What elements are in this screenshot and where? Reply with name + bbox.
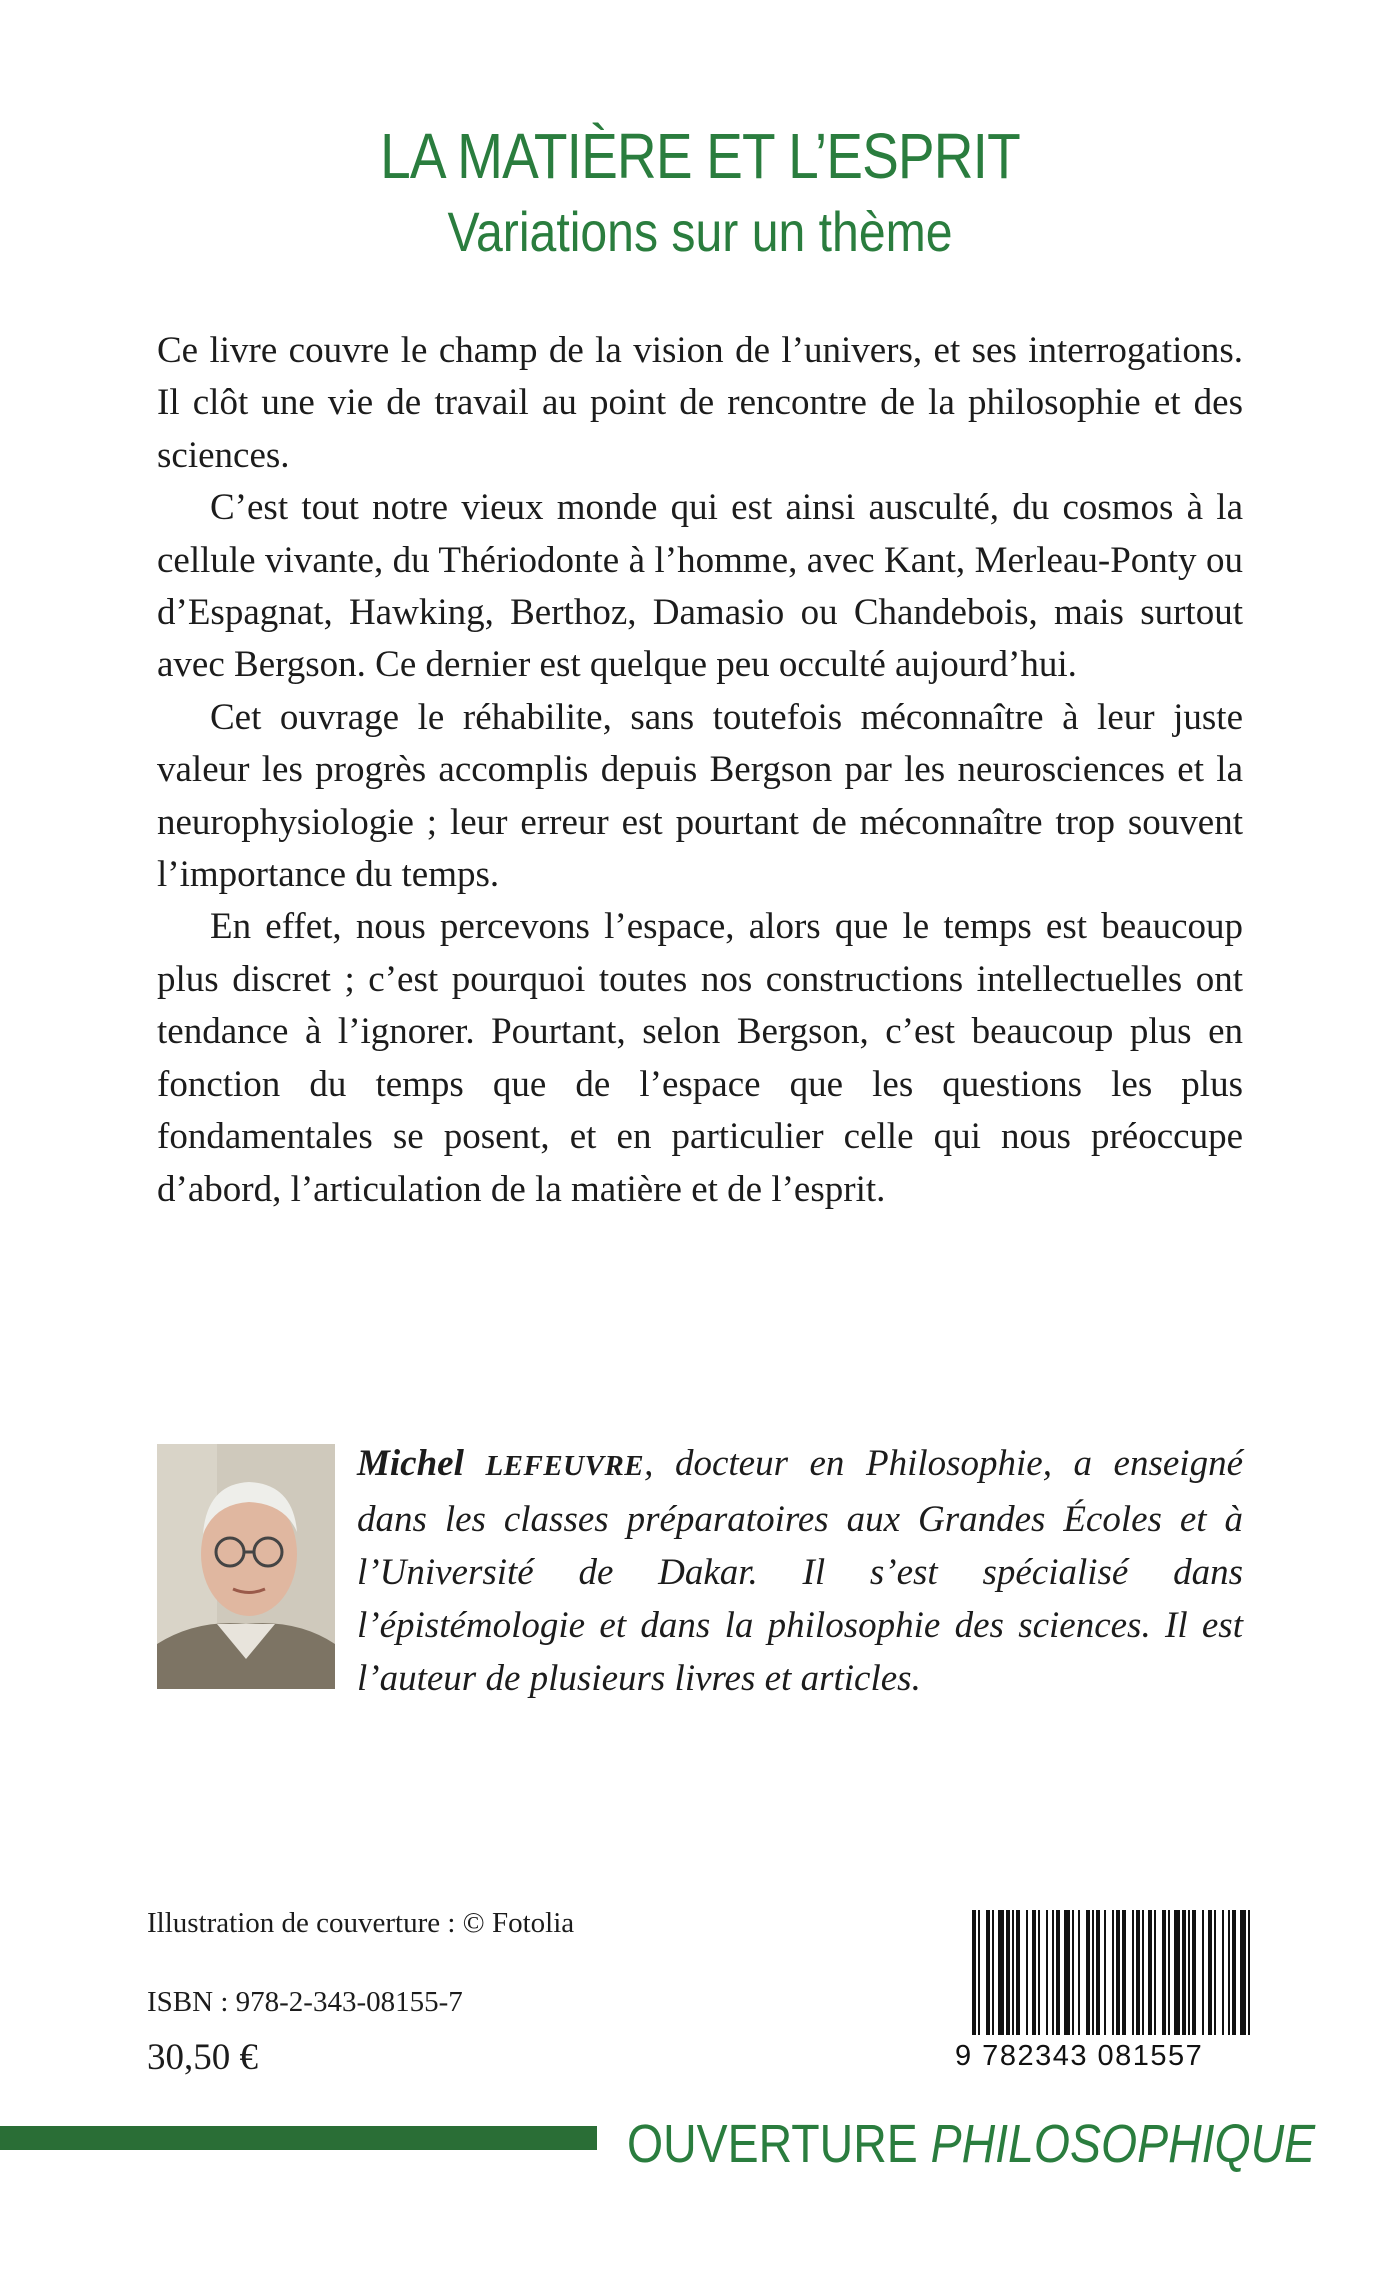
barcode-bar [1188,1910,1190,2035]
barcode-bar [1182,1910,1186,2035]
barcode-bar [1052,1910,1054,2035]
barcode-bar [1026,1910,1028,2035]
author-photo [157,1444,335,1689]
barcode-bar [1006,1910,1010,2035]
collection-italic: PHILOSOPHIQUE [930,2114,1316,2174]
author-first-name: Michel [357,1443,464,1484]
barcode-digits: 9 782343 081557 [955,2040,1204,2072]
barcode-bar [1192,1910,1196,2035]
blurb [157,325,1243,1216]
barcode-bar [1240,1910,1246,2035]
author-name [357,1443,644,1484]
book-subtitle: Variations sur un thème [447,200,953,263]
blurb-paragraph-4: En effet, nous percevons l’espace, alors que le temps est beaucoup plus discret ; c’est pourquoi toutes nos constructions intellectuelles ont tendance à l’ignorer. Pourtant, selon Bergson, c’est beaucoup plus en fonction du temps que de l’espace que les questions les plus fondamentales se posent, et en particulier celle qui nous préoccupe d’abord, l’articulation de la matière et de l’esprit. [157,906,1243,1210]
barcode-bar [1086,1910,1090,2035]
barcode-bar [972,1910,976,2035]
collection-name [627,2114,1315,2174]
barcode-bar [1208,1910,1212,2035]
barcode-bar [1148,1910,1152,2035]
author-bio-text: , docteur en Philosophie, a enseigné dans les classes préparatoires aux Grandes Écoles et à l’Université de Dakar. Il s’est spécialisé dans l’épistémologie et dans la philosophie des sciences. Il est l’auteur de plusieurs livres et articles. [357,1443,1244,1699]
barcode-bar [978,1910,980,2035]
barcode-bar [1038,1910,1040,2035]
barcode-bar [998,1910,1004,2035]
author-last-name: LEFEUVRE [485,1450,645,1482]
isbn: ISBN : 978-2-343-08155-7 [147,1986,463,2018]
cover-credit: Illustration de couverture : © Fotolia [147,1907,575,1939]
barcode-bar [1092,1910,1094,2035]
title-block [0,120,1400,266]
blurb-paragraph-2: C’est tout notre vieux monde qui est ainsi ausculté, du cosmos à la cellule vivante, du Thériodonte à l’homme, avec Kant, Merleau-Ponty ou d’Espagnat, Hawking, Berthoz, Damasio ou Chandebois, mais surtout avec Bergson. Ce dernier est quelque peu occulté aujourd’hui. [157,487,1243,686]
barcode-bar [1132,1910,1134,2035]
barcode-bar [1016,1910,1020,2035]
barcode-bar [1168,1910,1170,2035]
barcode-bar [1078,1910,1080,2035]
barcode-bar [1072,1910,1074,2035]
price: 30,50 € [147,2037,258,2078]
barcode-bar [1162,1910,1166,2035]
collection-bar [0,2126,597,2150]
barcode-bar [986,1910,990,2035]
barcode-bar [1154,1910,1156,2035]
author-bio [357,1437,1243,1705]
barcode-bar [1032,1910,1036,2035]
barcode-bar [1012,1910,1014,2035]
barcode-bar [1046,1910,1048,2035]
barcode-bar [992,1910,994,2035]
barcode-bar [1104,1910,1106,2035]
barcode-bar [1202,1910,1204,2035]
book-title: LA MATIÈRE ET L’ESPRIT [380,120,1020,192]
blurb-paragraph-1: Ce livre couvre le champ de la vision de l’univers, et ses interrogations. Il clôt une vie de travail au point de rencontre de la philosophie et des sciences. [157,330,1243,476]
barcode-bar [1214,1910,1216,2035]
barcode-bar [1064,1910,1070,2035]
barcode-bar [1174,1910,1180,2035]
barcode-bar [1116,1910,1120,2035]
barcode-bar [1122,1910,1126,2035]
barcode-bar [1248,1910,1250,2035]
blurb-paragraph-3: Cet ouvrage le réhabilite, sans toutefois méconnaître à leur juste valeur les progrès accomplis depuis Bergson par les neurosciences et la neurophysiologie ; leur erreur est pourtant de méconnaître trop souvent l’importance du temps. [157,696,1243,896]
barcode-bar [1228,1910,1230,2035]
barcode-bar [1112,1910,1114,2035]
barcode-bar [1232,1910,1236,2035]
barcode-bar [1136,1910,1140,2035]
barcode-bar [1056,1910,1060,2035]
barcode-bar [1222,1910,1224,2035]
barcode-bar [1142,1910,1144,2035]
barcode-bar [1096,1910,1100,2035]
collection-regular: OUVERTURE [627,2114,931,2174]
